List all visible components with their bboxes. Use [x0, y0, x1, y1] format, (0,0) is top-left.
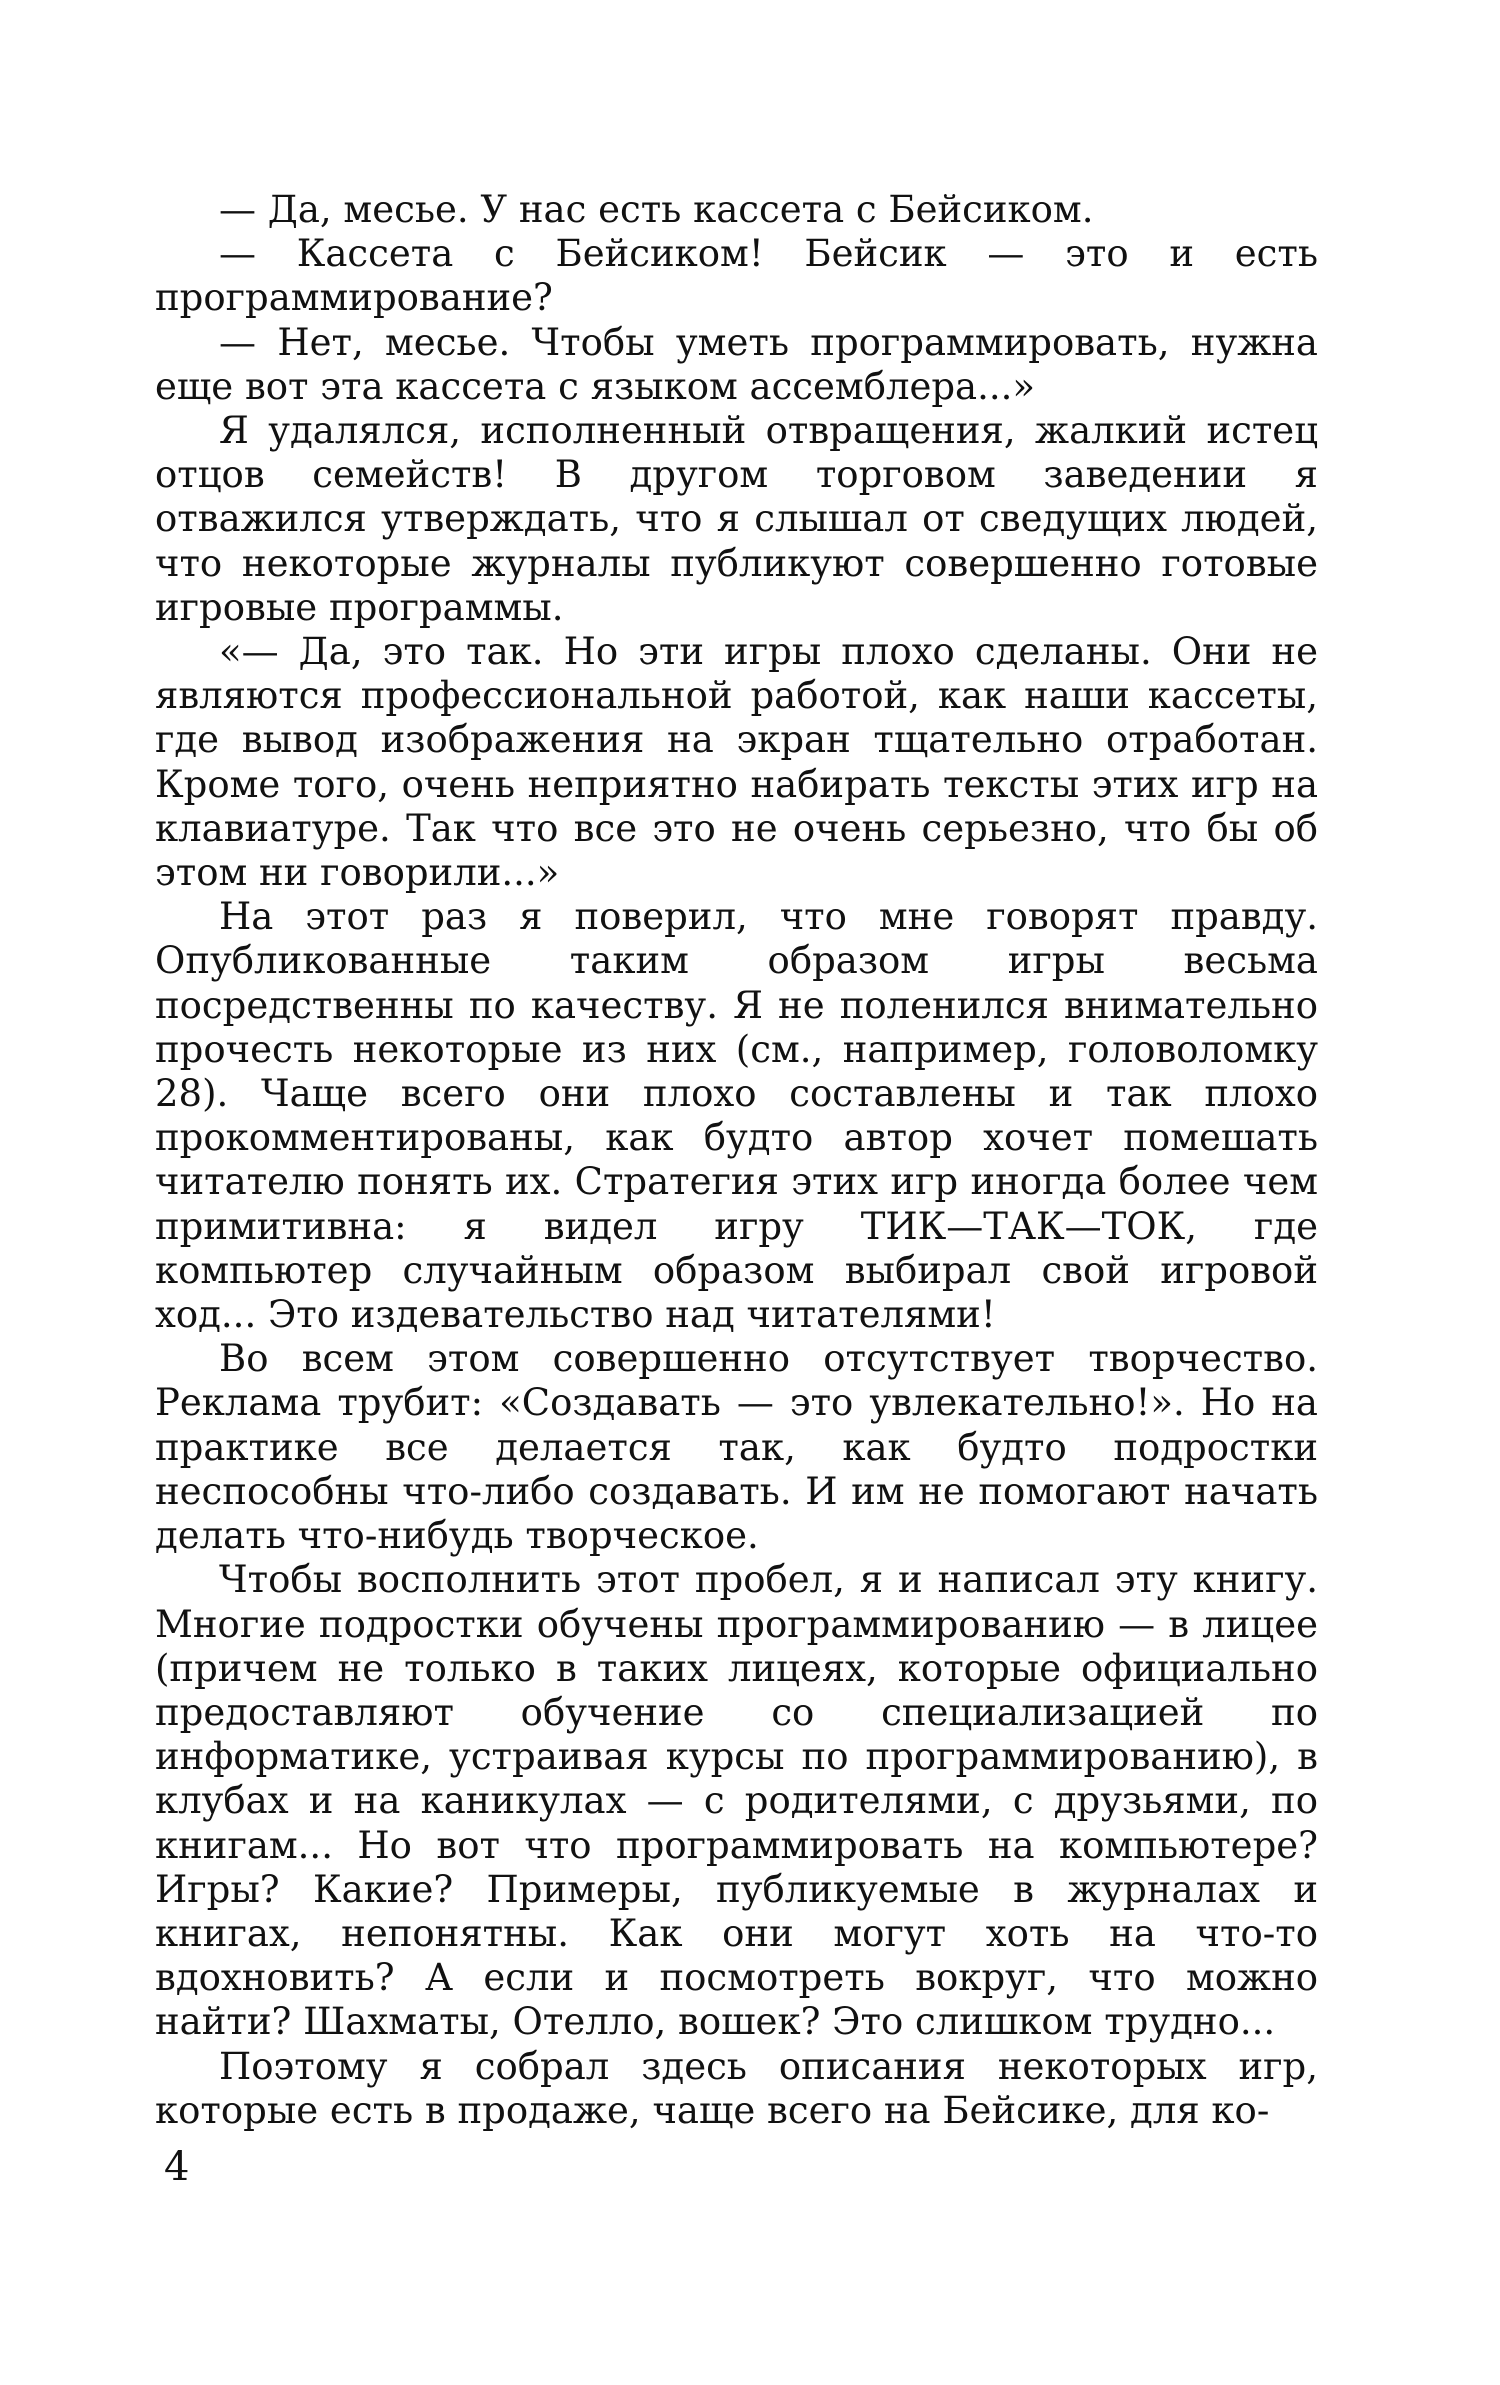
paragraph-3: — Нет, месье. Чтобы уметь программировать, нужна еще вот эта кассета с языком ассемблера...»: [155, 320, 1318, 408]
paragraph-7: Во всем этом совершенно отсутствует творчество. Реклама трубит: «Создавать — это увлекательно!». Но на практике все делается так, как будто подростки неспособны что-либо создавать. И им не помогают начать делать что-нибудь творческое.: [155, 1337, 1318, 1558]
page-number: 4: [164, 2144, 190, 2190]
paragraph-5: «— Да, это так. Но эти игры плохо сделаны. Они не являются профессиональной работой, как наши кассеты, где вывод изображения на экран тщательно отработан. Кроме того, очень неприятно набирать тексты этих игр на клавиатуре. Так что все это не очень серьезно, что бы об этом ни говорили...»: [155, 630, 1318, 895]
paragraph-8: Чтобы восполнить этот пробел, я и написал эту книгу. Многие подростки обучены программированию — в лицее (причем не только в таких лицеях, которые официально предоставляют обучение со специализацией по информатике, устраивая курсы по программированию), в клубах и на каникулах — с родителями, с друзьями, по книгам... Но вот что программировать на компьютере? Игры? Какие? Примеры, публикуемые в журналах и книгах, непонятны. Как они могут хоть на что-то вдохновить? А если и посмотреть вокруг, что можно найти? Шахматы, Отелло, вошек? Это слишком трудно...: [155, 1558, 1318, 2044]
paragraph-9: Поэтому я собрал здесь описания некоторых игр, которые есть в продаже, чаще всего на Бейсике, для ко-: [155, 2044, 1318, 2132]
paragraph-6: На этот раз я поверил, что мне говорят правду. Опубликованные таким образом игры весьма посредственны по качеству. Я не поленился внимательно прочесть некоторые из них (см., например, головоломку 28). Чаще всего они плохо составлены и так плохо прокомментированы, как будто автор хочет помешать читателю понять их. Стратегия этих игр иногда более чем примитивна: я видел игру ТИК—ТАК—ТОК, где компьютер случайным образом выбирал свой игровой ход... Это издевательство над читателями!: [155, 895, 1318, 1337]
body-text: [155, 188, 1318, 2133]
paragraph-4: Я удалялся, исполненный отвращения, жалкий истец отцов семейств! В другом торговом заведении я отважился утверждать, что я слышал от сведущих людей, что некоторые журналы публикуют совершенно готовые игровые программы.: [155, 409, 1318, 629]
paragraph-2: — Кассета с Бейсиком! Бейсик — это и есть программирование?: [155, 232, 1318, 320]
paragraph-1: — Да, месье. У нас есть кассета с Бейсиком.: [219, 188, 1094, 231]
